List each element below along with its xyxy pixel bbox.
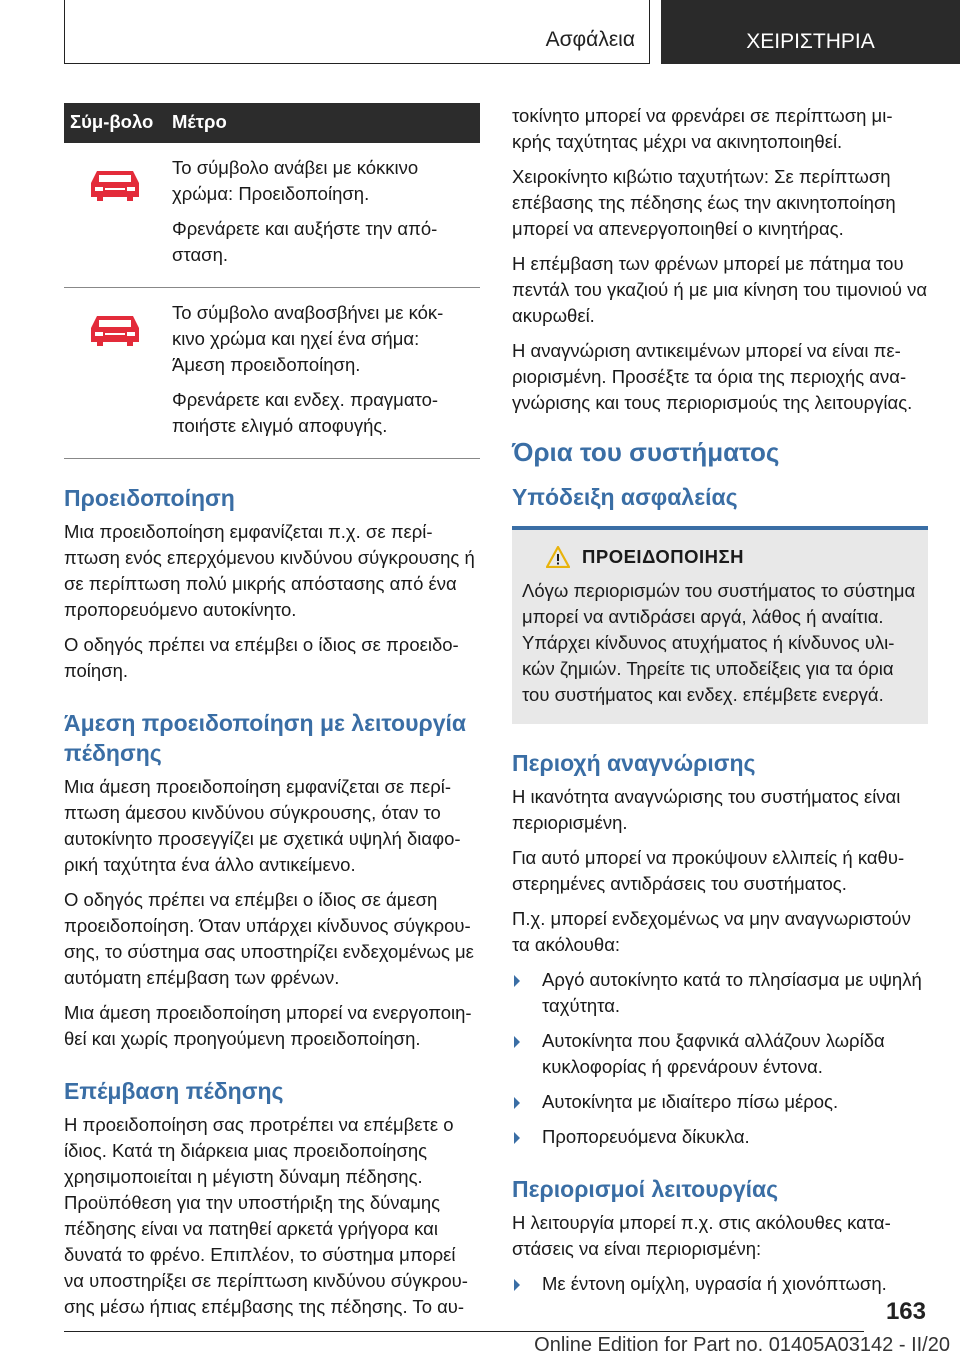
paragraph: Η επέμβαση των φρένων μπορεί με πάτημα του πεντάλ του γκαζιού ή με μια κίνηση του τιμονιού να ακυρωθεί.: [512, 253, 928, 326]
list-item: [512, 1089, 928, 1115]
page-number: 163: [885, 1298, 926, 1325]
warning-triangle-icon: [546, 546, 570, 568]
list-item: [512, 1028, 928, 1080]
heading-immediate-warning: Άμεση προειδοποίηση με λειτουργία πέδησης: [64, 710, 467, 766]
paragraph: Η λειτουργία μπορεί π.χ. στις ακόλουθες κατα-στάσεις να είναι περιορισμένη:: [512, 1212, 891, 1259]
paragraph: Η προειδοποίηση σας προτρέπει να επέμβετε ο ίδιος. Κατά τη διάρκεια μιας προειδοποίησης χρησιμοποιείται η μέγιστη δύναμη πέδησης. Προϋπόθεση για την υποστήριξη της δύναμης πέδησης είναι να πατηθεί αρκετά γρήγορα και δυνατά το φρένο. Επιπλέον, το σύστημα μπορεί να υποστηρίξει σε περίπτωση κινδύνου σύγκρου-σης μέσω ήπιας επέμβασης της πέδησης. Το αυ-: [64, 1114, 468, 1317]
list-item-text: Με έντονη ομίχλη, υγρασία ή χιονόπτωση.: [542, 1273, 887, 1294]
measure-text: Το σύμβολο ανάβει με κόκκινο χρώμα: Προειδοποίηση.: [172, 157, 419, 204]
table-row: [64, 143, 480, 288]
list-item: [512, 1271, 928, 1297]
paragraph: τοκίνητο μπορεί να φρενάρει σε περίπτωση μι-κρής ταχύτητας μέχρι να ακινητοποιηθεί.: [512, 105, 893, 152]
paragraph: Για αυτό μπορεί να προκύψουν ελλιπείς ή καθυ-στερημένες αντιδράσεις του συστήματος.: [512, 847, 905, 894]
table-row: [64, 288, 480, 459]
heading-warning: Προειδοποίηση: [64, 485, 235, 511]
footer-edition: Online Edition for Part no. 01405A03142 - II/20: [534, 1334, 950, 1356]
paragraph: Η αναγνώριση αντικειμένων μπορεί να είναι πε-ριορισμένη. Προσέξτε τα όρια της περιοχής ανα-γνώρισης και τους περιορισμούς της λειτουργίας.: [512, 340, 913, 413]
bullet-triangle-icon: [514, 1279, 520, 1291]
paragraph: Ο οδηγός πρέπει να επέμβει ο ίδιος σε προειδο-ποίηση.: [64, 634, 459, 681]
table-header-symbol: Σύμ-βολο: [64, 103, 166, 143]
table-header-measure: Μέτρο: [166, 103, 480, 143]
section-title: Ασφάλεια: [545, 28, 635, 51]
bullet-triangle-icon: [514, 1097, 520, 1109]
list-item-text: Προπορευόμενα δίκυκλα.: [542, 1126, 750, 1147]
detection-list: [512, 967, 928, 1150]
warning-box-title-text: ΠΡΟΕΙΔΟΠΟΙΗΣΗ: [582, 546, 744, 567]
car-front-red-flashing-icon: [85, 310, 145, 350]
warning-box-text: Λόγω περιορισμών του συστήματος το σύστημα μπορεί να αντιδράσει αργά, λάθος ή αναίτια. Υπάρχει κίνδυνος ατυχήματος ή κίνδυνος υλι-κών ζημιών. Τηρείτε τις υποδείξεις για τα όρια του συστήματος και ενδεχ. επέμβετε ενεργά.: [522, 580, 916, 705]
measure-cell: [166, 143, 480, 288]
bullet-triangle-icon: [514, 975, 520, 987]
car-front-red-icon: [85, 165, 145, 205]
right-column: [512, 103, 928, 1306]
chapter-tab: ΧΕΙΡΙΣΤΗΡΙΑ: [661, 0, 960, 64]
measure-text: Το σύμβολο αναβοσβήνει με κόκ-κινο χρώμα και ηχεί ένα σήμα: Άμεση προειδοποίηση.: [172, 302, 444, 375]
list-item-text: Αυτοκίνητα που ξαφνικά αλλάζουν λωρίδα κυκλοφορίας ή φρενάρουν έντονα.: [542, 1030, 885, 1077]
measure-cell: [166, 288, 480, 459]
bullet-triangle-icon: [514, 1132, 520, 1144]
heading-braking: Επέμβαση πέδησης: [64, 1078, 284, 1104]
list-item-text: Αυτοκίνητα με ιδιαίτερο πίσω μέρος.: [542, 1091, 839, 1112]
footer-divider: [64, 1331, 864, 1332]
header-box: [64, 0, 650, 64]
list-item: [512, 967, 928, 1019]
heading-function-limits: Περιορισμοί λειτουργίας: [512, 1176, 779, 1202]
bullet-triangle-icon: [514, 1036, 520, 1048]
paragraph: Μια προειδοποίηση εμφανίζεται π.χ. σε περί-πτωση ενός επερχόμενου κινδύνου σύγκρουσης ή σε περίπτωση πολύ μικρής απόστασης από ένα προπορευόμενο αυτοκίνητο.: [64, 521, 475, 620]
list-item: [512, 1124, 928, 1150]
left-column: [64, 103, 480, 1329]
paragraph: Η ικανότητα αναγνώρισης του συστήματος είναι περιορισμένη.: [512, 786, 901, 833]
paragraph: Μια άμεση προειδοποίηση εμφανίζεται σε περί-πτωση άμεσου κινδύνου σύγκρουσης, όταν το αυτοκίνητο προσεγγίζει με σχετικά υψηλή διαφο-ρική ταχύτητα ένα άλλο αντικείμενο.: [64, 776, 461, 875]
paragraph: Ο οδηγός πρέπει να επέμβει ο ίδιος σε άμεση προειδοποίηση. Όταν υπάρχει κίνδυνος σύγκρου-σης, το σύστημα σας υποστηρίζει ενδεχομένως με αυτόματη επέμβαση των φρένων.: [64, 889, 474, 988]
symbol-table: [64, 103, 480, 459]
warning-box: [512, 526, 928, 724]
measure-text: Φρενάρετε και αυξήστε την από-σταση.: [172, 218, 438, 265]
list-item-text: Αργό αυτοκίνητο κατά το πλησίασμα με υψηλή ταχύτητα.: [542, 969, 922, 1016]
heading-safety-note: Υπόδειξη ασφαλείας: [512, 484, 738, 510]
symbol-cell: [64, 288, 166, 459]
paragraph: Π.χ. μπορεί ενδεχομένως να μην αναγνωριστούν τα ακόλουθα:: [512, 908, 911, 955]
paragraph: Χειροκίνητο κιβώτιο ταχυτήτων: Σε περίπτωση επέβασης της πέδησης έως την ακινητοποίηση μπορεί να απενεργοποιηθεί ο κινητήρας.: [512, 166, 896, 239]
warning-box-title: [522, 544, 918, 570]
measure-text: Φρενάρετε και ενδεχ. πραγματο-ποιήστε ελιγμό αποφυγής.: [172, 389, 439, 436]
heading-detection-range: Περιοχή αναγνώρισης: [512, 750, 756, 776]
heading-system-limits: Όρια του συστήματος: [512, 437, 780, 467]
function-limits-list: [512, 1271, 928, 1297]
symbol-cell: [64, 143, 166, 288]
paragraph: Μια άμεση προειδοποίηση μπορεί να ενεργοποιη-θεί και χωρίς προηγούμενη προειδοποίηση.: [64, 1002, 472, 1049]
